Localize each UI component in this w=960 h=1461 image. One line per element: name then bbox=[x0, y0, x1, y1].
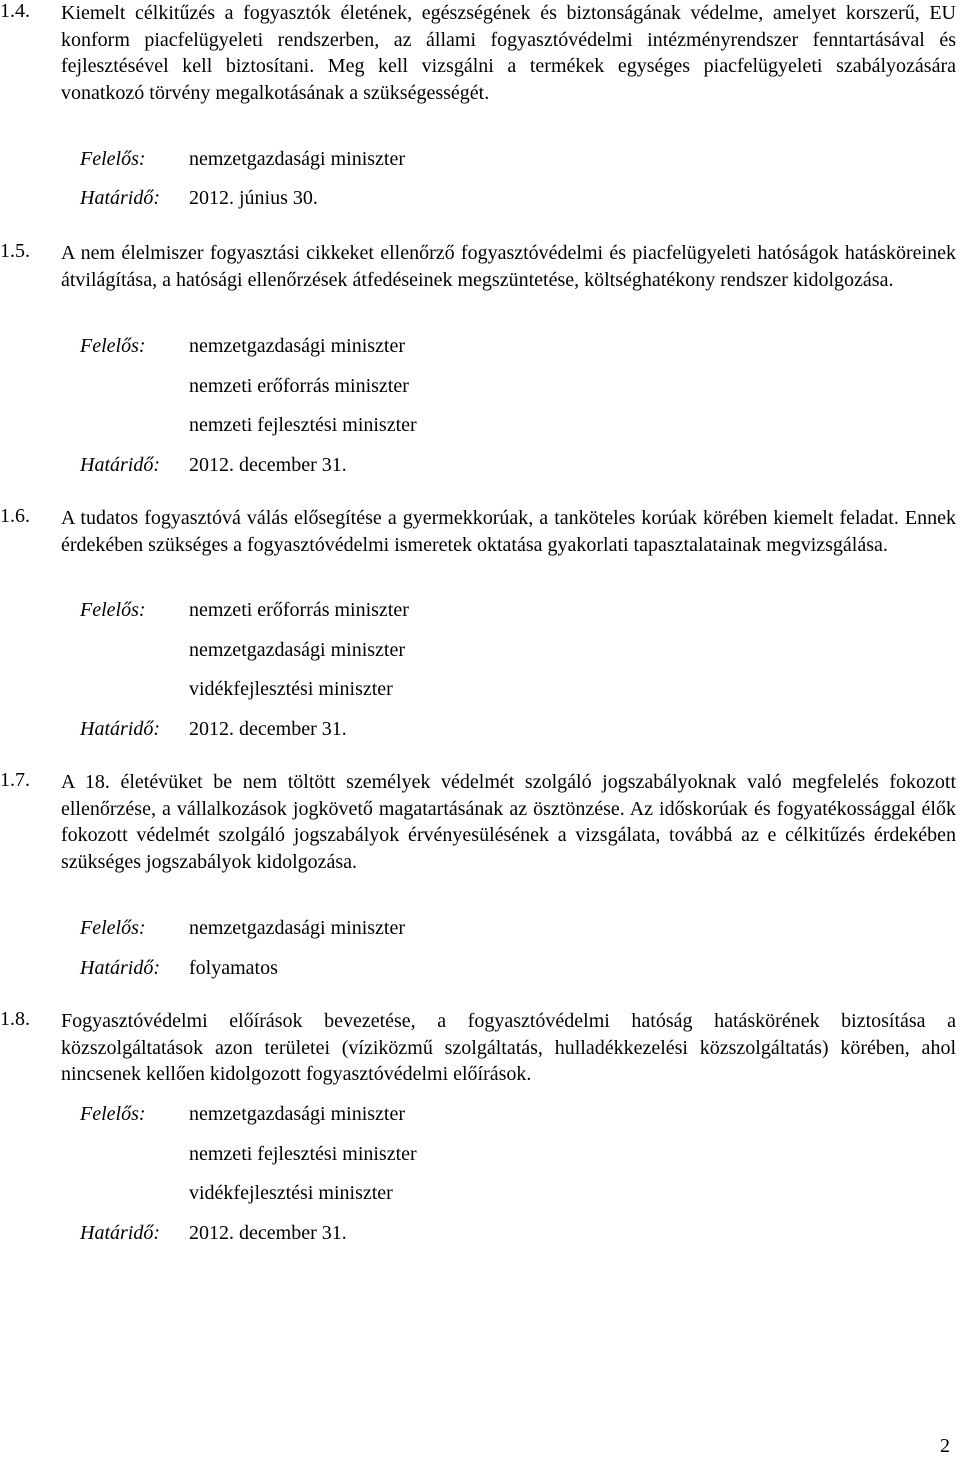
deadline-value: 2012. június 30. bbox=[189, 187, 318, 209]
responsible-name: nemzetgazdasági miniszter bbox=[189, 917, 406, 939]
responsible-name: vidékfejlesztési miniszter bbox=[189, 678, 393, 700]
responsible-name: nemzeti fejlesztési miniszter bbox=[189, 414, 417, 436]
responsible-name: nemzetgazdasági miniszter bbox=[189, 148, 406, 170]
responsible-name: nemzeti fejlesztési miniszter bbox=[189, 1143, 417, 1165]
deadline-value: 2012. december 31. bbox=[189, 454, 347, 476]
deadline-label: Határidő: bbox=[80, 957, 160, 979]
section-number: 1.6. bbox=[0, 505, 30, 527]
deadline-label: Határidő: bbox=[80, 187, 160, 209]
deadline-label: Határidő: bbox=[80, 1222, 160, 1244]
section-text: A 18. életévüket be nem töltött személyek védelmét szolgáló jogszabályoknak való megfelelés fokozott ellenőrzése, a vállalkozások jogkövető magatartásának az ösztönzése. Az időskorúak és fogyatékossággal élők fokozott védelmét szolgáló jogszabályok érvényesülésének a vizsgálata, továbbá az e célkitűzés érdekében szükséges jogszabályok kidolgozása. bbox=[61, 771, 956, 873]
responsible-label: Felelős: bbox=[80, 148, 146, 170]
responsible-label: Felelős: bbox=[80, 917, 146, 939]
responsible-name: vidékfejlesztési miniszter bbox=[189, 1182, 393, 1204]
deadline-value: 2012. december 31. bbox=[189, 1222, 347, 1244]
responsible-label: Felelős: bbox=[80, 1103, 146, 1125]
deadline-value: 2012. december 31. bbox=[189, 718, 347, 740]
section-number: 1.7. bbox=[0, 769, 30, 791]
section-text: A tudatos fogyasztóvá válás elősegítése a gyermekkorúak, a tanköteles korúak körében kiemelt feladat. Ennek érdekében szükséges a fogyasztóvédelmi ismeretek oktatása gyakorlati tapasztalatainak megvizsgálása. bbox=[61, 507, 956, 556]
section-text: A nem élelmiszer fogyasztási cikkeket ellenőrző fogyasztóvédelmi és piacfelügyeleti hatóságok hatásköreinek átvilágítása, a hatósági ellenőrzések átfedéseinek megszüntetése, költséghatékony rendszer kidolgozása. bbox=[61, 242, 956, 291]
section-number: 1.5. bbox=[0, 240, 30, 262]
deadline-value: folyamatos bbox=[189, 957, 278, 979]
section-text: Kiemelt célkitűzés a fogyasztók életének, egészségének és biztonságának védelme, amelyet korszerű, EU konform piacfelügyeleti rendszerben, az állami fogyasztóvédelmi intézményrendszer fenntartásával és fejlesztésével kell biztosítani. Meg kell vizsgálni a termékek egységes piacfelügyeleti szabályozására vonatkozó törvény megalkotásának a szükségességét. bbox=[61, 2, 956, 104]
responsible-name: nemzeti erőforrás miniszter bbox=[189, 375, 409, 397]
section-text: Fogyasztóvédelmi előírások bevezetése, a fogyasztóvédelmi hatóság hatáskörének biztosítása a közszolgáltatások azon területei (víziközmű szolgáltatás, hulladékkezelési közszolgáltatás) körében, ahol nincsenek kellően kidolgozott fogyasztóvédelmi előírások. bbox=[61, 1010, 956, 1085]
responsible-name: nemzetgazdasági miniszter bbox=[189, 639, 406, 661]
responsible-label: Felelős: bbox=[80, 599, 146, 621]
section-number: 1.4. bbox=[0, 0, 30, 22]
deadline-label: Határidő: bbox=[80, 454, 160, 476]
responsible-name: nemzetgazdasági miniszter bbox=[189, 1103, 406, 1125]
responsible-name: nemzetgazdasági miniszter bbox=[189, 335, 406, 357]
section-number: 1.8. bbox=[0, 1008, 30, 1030]
deadline-label: Határidő: bbox=[80, 718, 160, 740]
responsible-name: nemzeti erőforrás miniszter bbox=[189, 599, 409, 621]
page-number: 2 bbox=[940, 1435, 950, 1457]
responsible-label: Felelős: bbox=[80, 335, 146, 357]
